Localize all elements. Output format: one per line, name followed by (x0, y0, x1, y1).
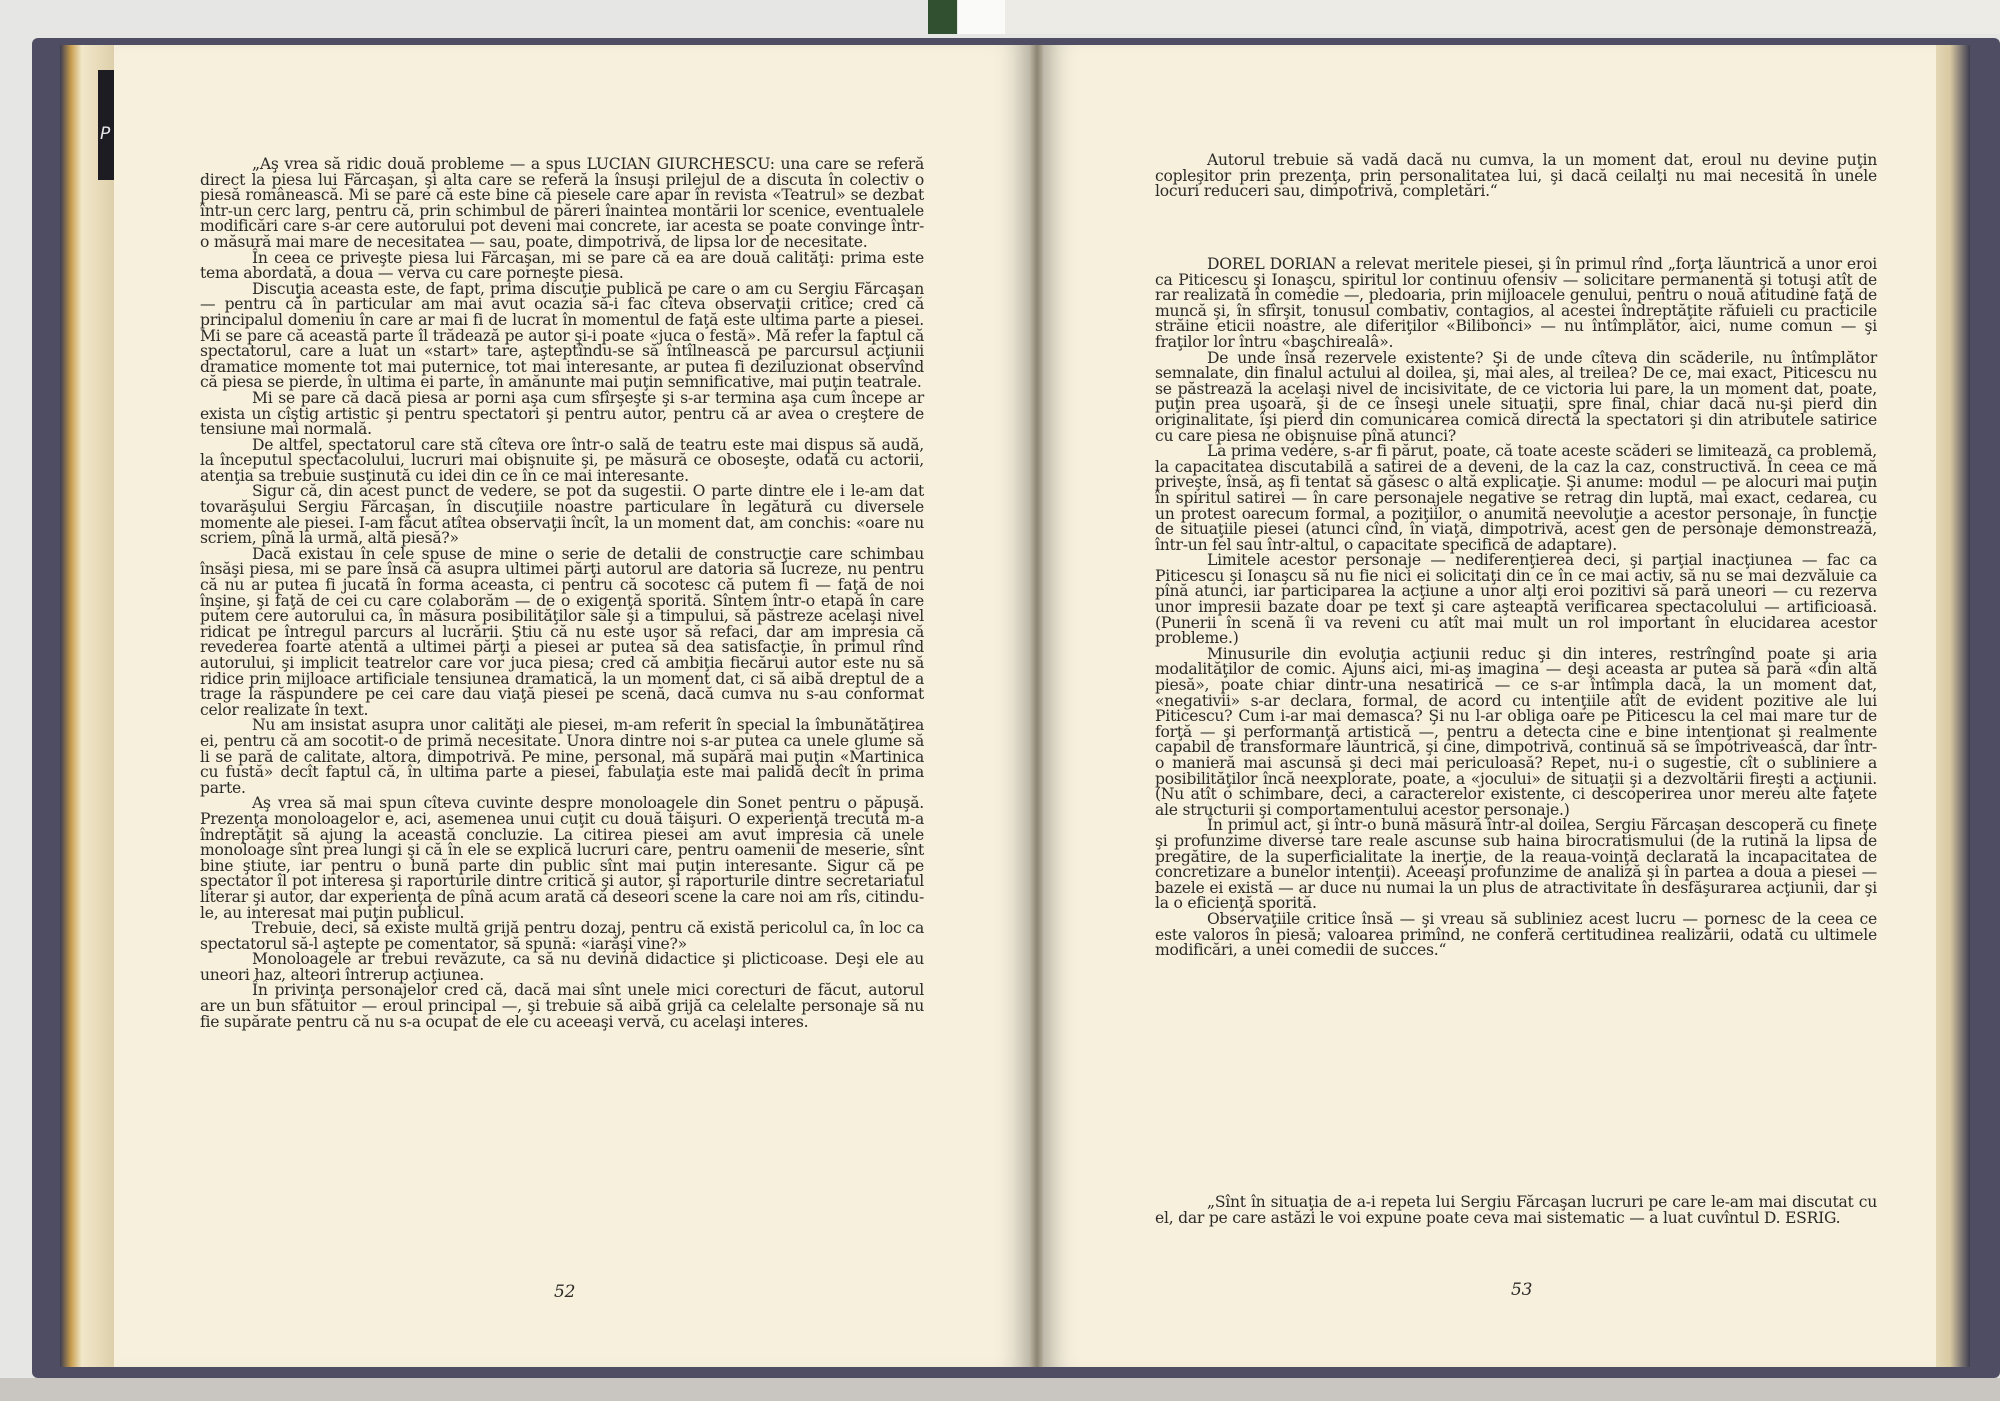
right-paragraph: Minusurile din evoluţia acţiunii reduc şi din interes, restrîngînd poate şi aria modalităţilor de comic. Ajuns aici, mi-aş imagina — deşi aceasta ar putea să pară «din altă piesă», poate chiar dintr-una nesatirică — ce s-ar întîmpla dacă, la un moment dat, «negativii» s-ar declara, formal, de acord cu intenţiile atît de evident pozitive ale lui Piticescu? Cum i-ar mai demasca? Şi nu l-ar obliga oare pe Piticescu la cel mai mare tur de forţă — şi performanţă artistică —, pentru a detecta cine e bine intenţionat şi realmente capabil de transformare lăuntrică, şi cine, dimpotrivă, continuă să se împotrivească, dar într-o manieră mai ascunsă şi deci mai periculoasă? Repet, nu-i o sugestie, cît o subliniere a posibilităţilor încă neexplorate, poate, a «jocului» de situaţii şi a dezvoltării fireşti a acţiunii. (Nu atît o schimbare, deci, a caracterelor existente, ci descoperirea unor mereu alte faţete ale structurii şi comportamentului acestor personaje.) (1155, 644, 1877, 819)
right-page-top (1155, 153, 1877, 200)
right-paragraph: La prima vedere, s-ar fi părut, poate, că toate aceste scăderi se limitează, ca problemă, la capacitatea discutabilă a satirei de a deveni, de la caz la caz, constructivă. În ceea ce mă priveşte, însă, aş fi tentat să găsesc o altă explicaţie. Şi anume: modul — pe alocuri mai puţin în spiritul satirei — în care personajele negative se retrag din luptă, mai exact, cedarea, cu un protest oarecum formal, a poziţiilor, o anumită neevoluţie a acestor personaje, în funcţie de situaţiile piesei (atunci cînd, în viaţă, dimpotrivă, acest gen de personaje demonstrează, într-un fel sau într-altul, o capacitate specifică de adaptare). (1155, 442, 1877, 554)
left-paragraph: Mi se pare că dacă piesa ar porni aşa cum sfîrşeşte şi s-ar termina aşa cum începe ar exista un cîştig artistic şi pentru spectatori şi pentru autor, pentru că ar avea o creştere de tensiune mai normală. (200, 388, 924, 439)
top-tab-green (928, 0, 957, 34)
top-tab-white (958, 0, 1005, 34)
left-paragraph: În privinţa personajelor cred că, dacă mai sînt unele mici corecturi de făcut, autorul are un bun sfătuitor — eroul principal —, şi trebuie să aibă grijă ca celelalte personaje să nu fie supărate pentru că nu s-a ocupat de ele cu aceeaşi vervă, cu acelaşi interes. (200, 981, 924, 1031)
right-page-number: 53 (1511, 1280, 1533, 1300)
left-paragraph: Monoloagele ar trebui revăzute, ca să nu devină didactice şi plicticoase. Deşi ele au uneori haz, alteori întrerup acţiunea. (200, 950, 924, 984)
right-paragraph: În primul act, şi într-o bună măsură într-al doilea, Sergiu Fărcaşan descoperă cu fineţe şi profunzime diverse tare reale ascunse sub haina birocratismului (de la rutină la lipsa de pregătire, de la superficialitate la inerţie, de la reaua-voinţă declarată la incapacitatea de concretizare a bunelor intenţii). Aceeaşi profunzime de analiză şi în partea a doua a piesei — bazele ei există — ar duce nu numai la un plus de atractivitate în desfăşurarea acţiunii, dar şi la o eficienţă sporită. (1155, 816, 1877, 913)
left-paragraph: În ceea ce priveşte piesa lui Fărcaşan, mi se pare că ea are două calităţi: prima este tema abordată, a doua — verva cu care porneşte piesa. (200, 248, 924, 283)
right-page (1043, 45, 1936, 1367)
left-paragraph: Trebuie, deci, să existe multă grijă pentru dozaj, pentru că există pericolul ca, în loc ca spectatorul să-l aştepte pe comentator, să spună: «iarăşi vine?» (200, 919, 924, 953)
left-paragraph: Discuţia aceasta este, de fapt, prima discuţie publică pe care o am cu Sergiu Fărcaşan — pentru că în particular am mai avut ocazia să-i fac cîteva observaţii critice; cred că principalul domeniu în care ar mai fi de lucrat în momentul de faţă este ultima parte a piesei. Mi se pare că această parte îl trădează pe autor şi-i poate «juca o festă». Mă refer la faptul că spectatorul, care a luat un «start» tare, aşteptîndu-se să întîlnească pe parcursul acţiunii dramatice momente tot mai puternice, tot mai interesante, ar putea fi deziluzionat observînd că piesa se pierde, în ultima ei parte, în amănunte mai puţin semnificative, mai puţin teatrale. (200, 279, 924, 392)
spine-tab-letter: P (100, 124, 111, 144)
left-page (114, 45, 1032, 1367)
page-edges-right (1930, 45, 1970, 1367)
right-paragraph: De unde însă rezervele existente? Şi de unde cîteva din scăderile, nu întîmplător semnalate, din finalul actului al doilea, şi, mai ales, al treilea? De ce, mai exact, Piticescu nu se păstrează la acelaşi nivel de incisivitate, de ce victoria lui pare, la un moment dat, poate, puţin prea uşoară, şi de ce înseşi unele situaţii, spre final, chiar dacă nu-şi pierd din originalitate, îşi pierd din comunicarea comică directă la spectatori şi din atributele satirice cu care piesa ne obişnuise pînă atunci? (1155, 348, 1877, 445)
right-top-paragraph: Autorul trebuie să vadă dacă nu cumva, la un moment dat, eroul nu devine puţin copleşitor prin prezenţa, prin personalitatea lui, şi dacă ceilalţi nu mai necesită în unele locuri reduceri sau, dimpotrivă, completări.“ (1155, 151, 1877, 201)
left-page-number: 52 (554, 1282, 576, 1302)
right-page-closing (1155, 1195, 1877, 1226)
left-paragraph: Dacă existau în cele spuse de mine o serie de detalii de construcţie care schimbau însăşi piesa, mi se pare însă că asupra ultimei părţi autorul are datoria să lucreze, nu pentru că nu ar putea fi jucată în forma aceasta, ci pentru că socotesc că putem fi — faţă de noi înşine, şi faţă de cei cu care colaborăm — de o exigenţă sporită. Sîntem într-o etapă în care putem cere autorului ca, în măsura posibilităţilor sale şi a timpului, să păstreze acelaşi nivel ridicat pe întregul parcurs al lucrării. Ştiu că nu este uşor să refaci, dar am impresia că revederea foarte atentă a ultimei părţi a piesei ar putea să dea satisfacţie, în primul rînd autorului, şi implicit teatrelor care vor juca piesa; cred că ambiţia fiecărui autor este nu să ridice prin mijloace artificiale tensiunea dramatică, la un moment dat, ci să aibă dreptul de a trage la răspundere pe cei care dau viaţă piesei pe scenă, dacă cumva nu s-au conformat celor realizate în text. (200, 544, 924, 719)
book-gutter (1030, 45, 1044, 1367)
right-closing-paragraph: „Sînt în situaţia de a-i repeta lui Sergiu Fărcaşan lucruri pe care le-am mai discutat cu el, dar pe care astăzi le voi expune poate ceva mai sistematic — a luat cuvîntul D. ESRIG. (1155, 1193, 1877, 1227)
bottom-background (0, 1378, 2000, 1401)
left-paragraph: Aş vrea să mai spun cîteva cuvinte despre monoloagele din Sonet pentru o păpuşă. Prezenţa monoloagelor e, aci, asemenea unui cuţit cu două tăişuri. O experienţă trecută m-a îndreptăţit să ajung la această concluzie. La citirea piesei am avut impresia că unele monoloage sînt prea lungi şi că în ele se explică lucruri care, pentru oamenii de meserie, sînt bine ştiute, iar pentru o bună parte din public sînt mai puţin interesante. Sigur că pe spectator îl pot interesa şi raporturile dintre critică şi autor, şi raporturile dintre secretariatul literar şi autor, dar experienţa de pînă acum arată că deseori scene la care noi am rîs, citindu-le, au interesat mai puţin publicul. (200, 794, 924, 922)
left-paragraph: De altfel, spectatorul care stă cîteva ore într-o sală de teatru este mai dispus să audă, la începutul spectacolului, lucruri mai obişnuite şi, pe măsură ce oboseşte, odată cu actorii, atenţia sa trebuie susţinută cu idei din ce în ce mai interesante. (200, 435, 924, 485)
right-paragraph: DOREL DORIAN a relevat meritele piesei, şi în primul rînd „forţa lăuntrică a unor eroi ca Piticescu şi Ionaşcu, spiritul lor continuu ofensiv — solicitare permanentă şi totuşi atît de rar realizată în comedie —, pledoaria, prin mijloacele genului, pentru o nouă atitudine faţă de muncă şi, în sfîrşit, tonusul combativ, contagios, al acestei îndreptăţite răfuieli cu practicile străine eticii noastre, ale diferiţilor «Bilibonci» — nu întîmplător, aici, nume comun — şi fraţilor lor întru «başchirealâ». (1155, 255, 1877, 351)
right-paragraph: Observaţiile critice însă — şi vreau să subliniez acest lucru — pornesc de la ceea ce este valoros în piesă; valoarea primînd, ne conferă certitudinea realizării, odată cu ultimele modificări, a unei comedii de succes.“ (1155, 909, 1877, 960)
left-paragraph: Sigur că, din acest punct de vedere, se pot da sugestii. O parte dintre ele i le-am dat tovarăşului Sergiu Fărcaşan, în discuţiile noastre particulare în legătură cu diversele momente ale piesei. I-am făcut atîtea observaţii încît, la un moment dat, am conchis: «oare nu scriem, pînă la urmă, altă piesă?» (200, 482, 924, 548)
left-paragraph: Nu am insistat asupra unor calităţi ale piesei, m-am referit în special la îmbunătăţirea ei, pentru că am socotit-o de primă necesitate. Unora dintre noi s-ar putea ca unele glume să li se pară de calitate, altora, dimpotrivă. Pe mine, personal, mă supără mai puţin «Martinica cu fustă» decît faptul că, în ultima parte a piesei, fabulaţia este mai palidă decît în prima parte. (200, 716, 924, 797)
left-paragraph: „Aş vrea să ridic două probleme — a spus LUCIAN GIURCHESCU: una care se referă direct la piesa lui Fărcaşan, şi alta care se referă la însuşi prilejul de a discuta în colectiv o piesă românească. Mi se pare că este bine că piesele care apar în revista «Teatrul» se dezbat într-un cerc larg, pentru că, prin schimbul de păreri înaintea montării lor scenice, eventualele modificări care s-ar cere autorului pot deveni mai concrete, iar acesta se poate convinge într-o măsură mai mare de necesitatea — sau, poate, dimpotrivă, de lipsa lor de necesitate. (200, 155, 924, 251)
top-background (1005, 0, 2000, 34)
left-page-text (200, 157, 924, 1030)
right-paragraph: Limitele acestor personaje — nediferenţierea deci, şi parţial inacţiunea — fac ca Piticescu şi Ionaşcu să nu fie nici ei solicitaţi din ce în ce mai activ, să nu se mai dezvăluie ca pînă atunci, iar participarea la acţiune a unor alţi eroi pozitivi să pară uneori — cu rezerva unor impresii bazate doar pe text şi care aşteaptă verificarea spectacolului — artificioasă. (Punerii în scenă îi va reveni cu atît mai mult un rol important în elucidarea acestor probleme.) (1155, 551, 1877, 648)
page-edges-left (60, 45, 122, 1367)
right-page-text (1155, 257, 1877, 959)
